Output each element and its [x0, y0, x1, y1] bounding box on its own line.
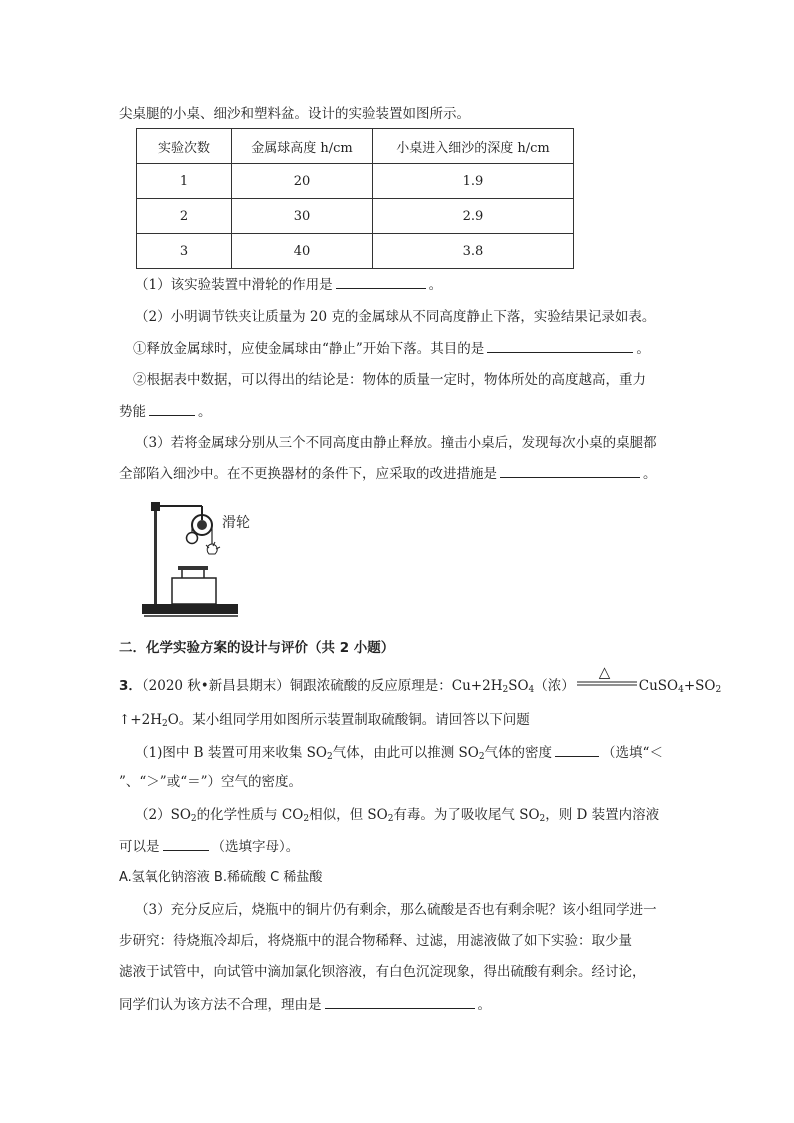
chem-question-line1 — [119, 663, 722, 696]
q3-end: 。 — [643, 466, 657, 482]
q2b-text: 势能 — [119, 404, 146, 420]
subscript: 2 — [539, 814, 546, 824]
table-cell: 2.9 — [373, 199, 574, 234]
equation-part: 铜跟浓硫酸的反应原理是：Cu+2H — [289, 678, 503, 694]
text: 气体的密度 — [484, 745, 553, 761]
table-cell: 30 — [232, 199, 373, 234]
subscript: 4 — [528, 685, 535, 695]
answer-blank[interactable] — [555, 742, 599, 757]
heat-symbol: △ — [598, 663, 611, 681]
text: 可以是 — [119, 839, 160, 855]
table-header: 金属球高度 h/cm — [232, 129, 373, 164]
text: （选填字母）。 — [211, 839, 300, 855]
table-header: 小桌进入细沙的深度 h/cm — [373, 129, 574, 164]
text: 气体，由此可以推测 SO — [332, 745, 479, 761]
chem-part-3-line2: 步研究：待烧瓶冷却后，将烧瓶中的混合物稀释、过滤，用滤液做了如下实验：取少量 — [119, 933, 632, 949]
subscript: 2 — [478, 752, 485, 762]
answer-blank[interactable] — [163, 836, 209, 851]
chem-part-3-line3: 滤液于试管中，向试管中滴加氯化钡溶液，有白色沉淀现象，得出硫酸有剩余。经讨论， — [119, 964, 646, 980]
question-3-line2 — [119, 463, 657, 484]
question-source: （2020 秋•新昌县期末） — [141, 678, 290, 694]
equation-part: CuSO — [638, 678, 679, 694]
answer-blank[interactable] — [336, 274, 426, 289]
answer-blank[interactable] — [487, 338, 633, 353]
question-3-line1: （3）若将金属球分别从三个不同高度由静止释放。撞击小桌后，发现每次小桌的桌腿都 — [135, 435, 657, 451]
subscript: 2 — [162, 719, 168, 729]
table-row — [137, 234, 574, 269]
text: （选填“＜ — [602, 745, 663, 761]
chem-part-3-line1: （3）充分反应后，烧瓶中的铜片仍有剩余，那么硫酸是否也有剩余呢？该小组同学进一 — [135, 902, 657, 918]
subscript: 4 — [678, 685, 684, 695]
table-cell: 40 — [232, 234, 373, 269]
table-row — [137, 164, 574, 199]
text: ，则 D 装置内溶液 — [545, 807, 660, 823]
question-2a — [133, 338, 650, 359]
section-2-title: 二．化学实验方案的设计与评价（共 2 小题） — [119, 640, 395, 656]
chem-intro: O。某小组同学用如图所示装置制取硫酸铜。请回答以下问题 — [167, 712, 530, 728]
table-cell: 1 — [137, 164, 232, 199]
table-row — [137, 199, 574, 234]
table-cell: 2 — [137, 199, 232, 234]
table-header: 实验次数 — [137, 129, 232, 164]
text: （2）SO — [135, 807, 191, 823]
intro-text: 尖桌腿的小桌、细沙和塑料盆。设计的实验装置如图所示。 — [119, 106, 470, 122]
text: 相似，但 SO — [309, 807, 388, 823]
q1-end: 。 — [428, 277, 443, 293]
subscript: 2 — [387, 814, 394, 824]
table-cell: 1.9 — [373, 164, 574, 199]
q1-text: （1）该实验装置中滑轮的作用是 — [135, 277, 333, 293]
subscript: 2 — [502, 685, 509, 695]
text: 有毒。为了吸收尾气 SO — [393, 807, 540, 823]
table-cell: 20 — [232, 164, 373, 199]
answer-blank[interactable] — [325, 994, 475, 1009]
pulley-label: 滑轮 — [222, 515, 250, 531]
reaction-arrow — [575, 663, 639, 690]
chem-options: A.氢氧化钠溶液 B.稀硫酸 C 稀盐酸 — [119, 870, 323, 885]
chem-part-1-line1 — [135, 742, 663, 763]
table-header-row — [137, 129, 574, 164]
equation-part: （浓） — [534, 678, 575, 694]
chem-question-line2 — [119, 710, 530, 730]
question-2: （2）小明调节铁夹让质量为 20 克的金属球从不同高度静止下落，实验结果记录如表。 — [135, 309, 656, 325]
equation-part: ↑+2H — [119, 712, 162, 728]
text: 同学们认为该方法不合理，理由是 — [119, 997, 322, 1013]
subscript: 2 — [326, 752, 333, 762]
q2a-text: ①释放金属球时，应使金属球由“静止”开始下落。其目的是 — [133, 341, 485, 357]
chem-part-3-line4 — [119, 994, 491, 1015]
text: 的化学性质与 CO — [196, 807, 304, 823]
subscript: 2 — [303, 814, 310, 824]
question-1 — [135, 274, 442, 295]
chem-part-2-line1 — [135, 805, 659, 825]
q3-text: 全部陷入细沙中。在不更换器材的条件下，应采取的改进措施是 — [119, 466, 497, 482]
q2b-end: 。 — [198, 404, 212, 420]
question-2b-line1: ②根据表中数据，可以得出的结论是：物体的质量一定时，物体所处的高度越高，重力 — [133, 372, 646, 388]
q2a-end: 。 — [636, 341, 650, 357]
chem-part-1-line2: ”、“＞”或“＝”）空气的密度。 — [119, 774, 303, 790]
subscript: 2 — [715, 685, 722, 695]
subscript: 2 — [190, 814, 197, 824]
table-cell: 3 — [137, 234, 232, 269]
table-cell: 3.8 — [373, 234, 574, 269]
text: （1)图中 B 装置可用来收集 SO — [135, 745, 327, 761]
question-2b-line2 — [119, 401, 212, 422]
question-number: 3． — [119, 678, 142, 694]
chem-part-2-line2 — [119, 836, 299, 857]
text: 。 — [477, 997, 491, 1013]
equation-part: +SO — [683, 678, 716, 694]
experiment-table — [136, 128, 574, 269]
equation-part: SO — [508, 678, 529, 694]
answer-blank[interactable] — [149, 401, 195, 416]
answer-blank[interactable] — [500, 463, 640, 478]
